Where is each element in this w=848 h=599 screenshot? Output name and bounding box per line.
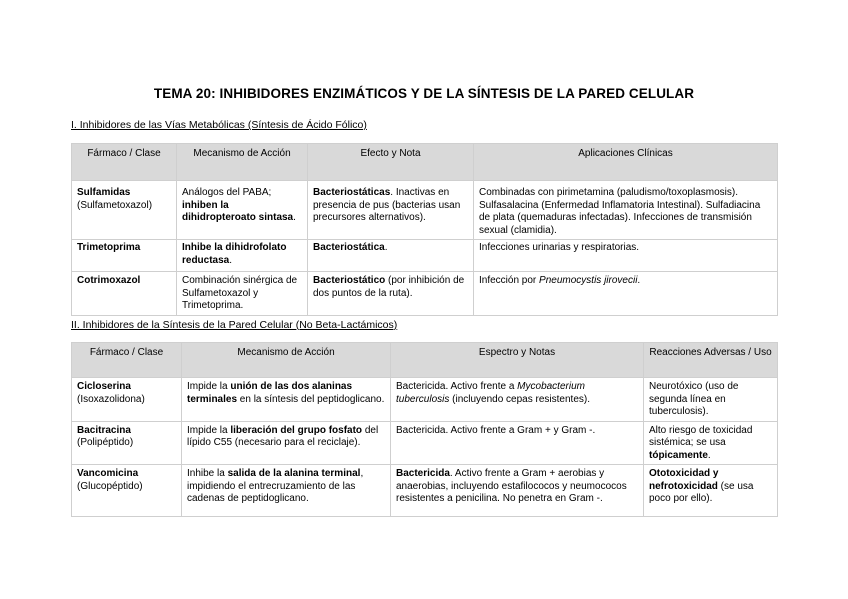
table-header-row: [72, 144, 778, 181]
applications-cell: Combinadas con pirimetamina (paludismo/toxoplasmosis). Sulfasalacina (Enfermedad Inflamatoria Intestinal). Sulfadiacina de plata (quemaduras infectadas). Infecciones de transmisión sexual (clamidia).: [474, 181, 778, 240]
applications-cell: Infección por Pneumocystis jirovecii.: [474, 272, 778, 316]
mechanism-cell: Inhibe la dihidrofolato reductasa.: [177, 240, 308, 272]
mechanism-cell: Análogos del PABA; inhiben la dihidropteroato sintasa.: [177, 181, 308, 240]
drug-cell: Vancomicina (Glucopéptido): [72, 465, 182, 517]
drug-cell: Cicloserina (Isoxazolidona): [72, 378, 182, 422]
spectrum-cell: Bactericida. Activo frente a Gram + y Gram -.: [391, 421, 644, 465]
spectrum-cell: Bactericida. Activo frente a Mycobacterium tuberculosis (incluyendo cepas resistentes).: [391, 378, 644, 422]
drug-cell: Sulfamidas (Sulfametoxazol): [72, 181, 177, 240]
column-header: Mecanismo de Acción: [177, 144, 308, 181]
effect-cell: Bacteriostática.: [308, 240, 474, 272]
mechanism-cell: Impide la unión de las dos alaninas terminales en la síntesis del peptidoglicano.: [182, 378, 391, 422]
column-header: Efecto y Nota: [308, 144, 474, 181]
table-row: [72, 465, 778, 517]
page-title: TEMA 20: INHIBIDORES ENZIMÁTICOS Y DE LA SÍNTESIS DE LA PARED CELULAR: [153, 86, 695, 101]
spectrum-cell: Bactericida. Activo frente a Gram + aerobias y anaerobias, incluyendo estafilococos y neumococos resistentes a penicilina. No penetra en Gram -.: [391, 465, 644, 517]
mechanism-cell: Combinación sinérgica de Sulfametoxazol y Trimetoprima.: [177, 272, 308, 316]
applications-cell: Infecciones urinarias y respiratorias.: [474, 240, 778, 272]
column-header: Fármaco / Clase: [72, 343, 182, 378]
column-header: Mecanismo de Acción: [182, 343, 391, 378]
drug-cell: Bacitracina (Polipéptido): [72, 421, 182, 465]
effect-cell: Bacteriostático (por inhibición de dos puntos de la ruta).: [308, 272, 474, 316]
adverse-cell: Ototoxicidad y nefrotoxicidad (se usa poco por ello).: [644, 465, 778, 517]
table-row: [72, 272, 778, 316]
mechanism-cell: Impide la liberación del grupo fosfato del lípido C55 (necesario para el reciclaje).: [182, 421, 391, 465]
table-row: [72, 240, 778, 272]
drug-cell: Cotrimoxazol: [72, 272, 177, 316]
adverse-cell: Alto riesgo de toxicidad sistémica; se usa tópicamente.: [644, 421, 778, 465]
table-header-row: [72, 343, 778, 378]
section-heading-folic-acid: I. Inhibidores de las Vías Metabólicas (Síntesis de Ácido Fólico): [71, 119, 367, 131]
cell-wall-inhibitors-table: [71, 342, 778, 517]
folic-acid-inhibitors-table: [71, 143, 778, 316]
drug-cell: Trimetoprima: [72, 240, 177, 272]
table-row: [72, 378, 778, 422]
column-header: Aplicaciones Clínicas: [474, 144, 778, 181]
section-heading-cell-wall: II. Inhibidores de la Síntesis de la Pared Celular (No Beta-Lactámicos): [71, 319, 398, 331]
effect-cell: Bacteriostáticas. Inactivas en presencia de pus (bacterias usan precursores alternativos).: [308, 181, 474, 240]
column-header: Espectro y Notas: [391, 343, 644, 378]
column-header: Reacciones Adversas / Uso: [644, 343, 778, 378]
mechanism-cell: Inhibe la salida de la alanina terminal, impidiendo el entrecruzamiento de las cadenas de peptidoglicano.: [182, 465, 391, 517]
table-row: [72, 421, 778, 465]
column-header: Fármaco / Clase: [72, 144, 177, 181]
adverse-cell: Neurotóxico (uso de segunda línea en tuberculosis).: [644, 378, 778, 422]
table-row: [72, 181, 778, 240]
